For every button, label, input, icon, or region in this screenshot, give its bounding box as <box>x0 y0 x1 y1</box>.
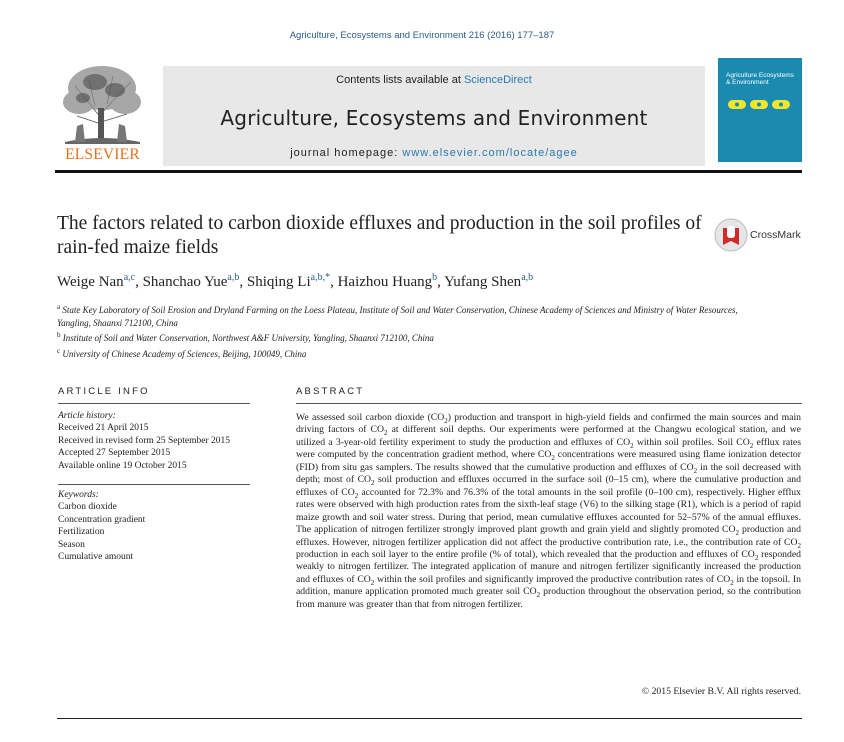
author[interactable]: Weige Nan$^{a,c}$ <box>57 272 136 290</box>
keyword-item: Fertilization <box>58 527 105 538</box>
copyright-notice: © 2015 Elsevier B.V. All rights reserved. <box>641 686 801 697</box>
history-item: Available online 19 October 2015 <box>58 460 187 471</box>
journal-citation[interactable]: Agriculture, Ecosystems and Environment 216 (2016) 177–187 <box>289 30 555 41</box>
author[interactable]: Yufang Shen$^{a,b}$ <box>444 272 534 290</box>
abstract-rule <box>296 403 802 404</box>
article-history <box>58 410 253 472</box>
history-item: Accepted 27 September 2015 <box>58 448 171 459</box>
journal-banner <box>163 66 705 166</box>
masthead-rule <box>55 170 802 173</box>
masthead <box>55 58 802 166</box>
affiliation: $^b$ Institute of Soil and Water Conservation, Northwest A&F University, Yangling, Shaanxi 712100, China <box>57 331 434 343</box>
history-label: Article history: <box>58 411 116 421</box>
author[interactable]: Haizhou Huang$^b$ <box>337 272 438 290</box>
homepage-line <box>163 147 705 159</box>
author-list: Weige Nan$^{a,c}$, Shanchao Yue$^{a,b}$, Shiqing $Li^{a,b,*}$, Haizhou Huang$^b$, Yufang Shen$^{a,b}$ <box>57 272 534 290</box>
history-item: Received 21 April 2015 <box>58 423 149 434</box>
keyword-item: Season <box>58 539 85 550</box>
sciencedirect-link[interactable]: ScienceDirect <box>463 74 532 86</box>
bottom-rule <box>57 718 802 719</box>
journal-title: Agriculture, Ecosystems and Environment <box>220 106 648 130</box>
abstract-text: We assessed soil carbon dioxide $(CO_2)$ production and transport in high-yield fields and confirmed the main sources and main driving factors of $CO_2$ at different soil depths. Our experiments were performed at the Changwu ecological station, and we utilized a 3-year-old fertility experiment to study the production and effluxes of $CO_2$ within soil profiles. Soil $CO_2$ efflux rates were computed by the concentration gradient method, where $CO_2$ concentrations were measured using flame ionization detector (FID) from situ gas samplers. The results showed that the cumulative production and effluxes of $CO_2$ in the soil decreased with depth; most of $CO_2$ soil production and effluxes occurred in the surface soil (0–15 cm), where the cumulative production and effluxes of $CO_2$ accounted for 72.3% and 76.3% of the total amounts in the soil profile (0–100 cm), respectively. Higher efflux rates were observed with high production rates from the sixth-leaf stage (V6) to the silking stage (R1), which is a period of rapid maize growth and soil water stress. During that period, mean cumulative effluxes accounted for 52–57% of the annual effluxes. The application of nitrogen fertilizer strongly improved plant growth and grain yield and slightly promoted $CO_2$ production and effluxes. However, nitrogen fertilizer application did not affect the productive contribution rate, i.e., the contribution rate of $CO_2$ production in each soil layer to the entire profile (% of total), which revealed that the production and effluxes of $CO_2$ responded weakly to nitrogen fertilizer. The integrated application of manure and nitrogen fertilizer significantly increased the production and effluxes of $CO_2$ within the soil profiles and significantly improved the productive contribution rates of $CO_2$ in the topsoil. In addition, manure application promoted much greater soil $CO_2$ production throughout the observation period, so the contribution from manure was greater than that from nitrogen fertilizer. <box>296 412 801 610</box>
elsevier-wordmark[interactable]: ELSEVIER <box>65 146 140 163</box>
crossmark-label[interactable]: CrossMark <box>750 229 801 241</box>
affiliation: $^c$ University of Chinese Academy of Sciences, Beijing, 100049, China <box>57 346 307 359</box>
keyword-item: Cumulative amount <box>58 552 134 563</box>
affiliation: $^a$ State Key Laboratory of Soil Erosion and Dryland Farming on the Loess Plateau, Institute of Soil and Water Conservation, Chinese Academy of Sciences and Ministry of Water Resources, Yangling, Shaanxi 712100, China <box>57 303 738 328</box>
crossmark-icon[interactable] <box>714 218 748 252</box>
keywords <box>58 489 253 563</box>
cover-title: Agriculture Ecosystems & Environment <box>726 72 794 86</box>
journal-homepage-link[interactable]: www.elsevier.com/locate/agee <box>402 147 578 159</box>
author[interactable]: Shanchao Yue$^{a,b}$ <box>142 272 240 290</box>
keywords-label: Keywords: <box>58 490 99 500</box>
abstract-heading: ABSTRACT <box>296 386 365 397</box>
homepage-prefix: journal homepage: <box>290 147 403 159</box>
contents-prefix: Contents lists available at <box>336 74 464 86</box>
history-item: Received in revised form 25 September 2015 <box>58 435 231 446</box>
contents-line <box>163 74 705 86</box>
keyword-item: Concentration gradient <box>58 514 146 525</box>
article-info-heading: ARTICLE INFO <box>58 386 150 397</box>
info-rule <box>58 403 250 404</box>
keyword-item: Carbon dioxide <box>58 502 117 513</box>
affiliations <box>57 301 757 360</box>
article-title: The factors related to carbon dioxide effluxes and production in the soil profiles of rain-fed maize fields <box>57 213 702 258</box>
keywords-rule <box>58 484 250 485</box>
journal-cover-thumbnail[interactable] <box>718 58 802 162</box>
author[interactable]: Shiqing $Li^{a,b,*}$ <box>246 272 331 290</box>
cover-graphic <box>728 98 792 112</box>
